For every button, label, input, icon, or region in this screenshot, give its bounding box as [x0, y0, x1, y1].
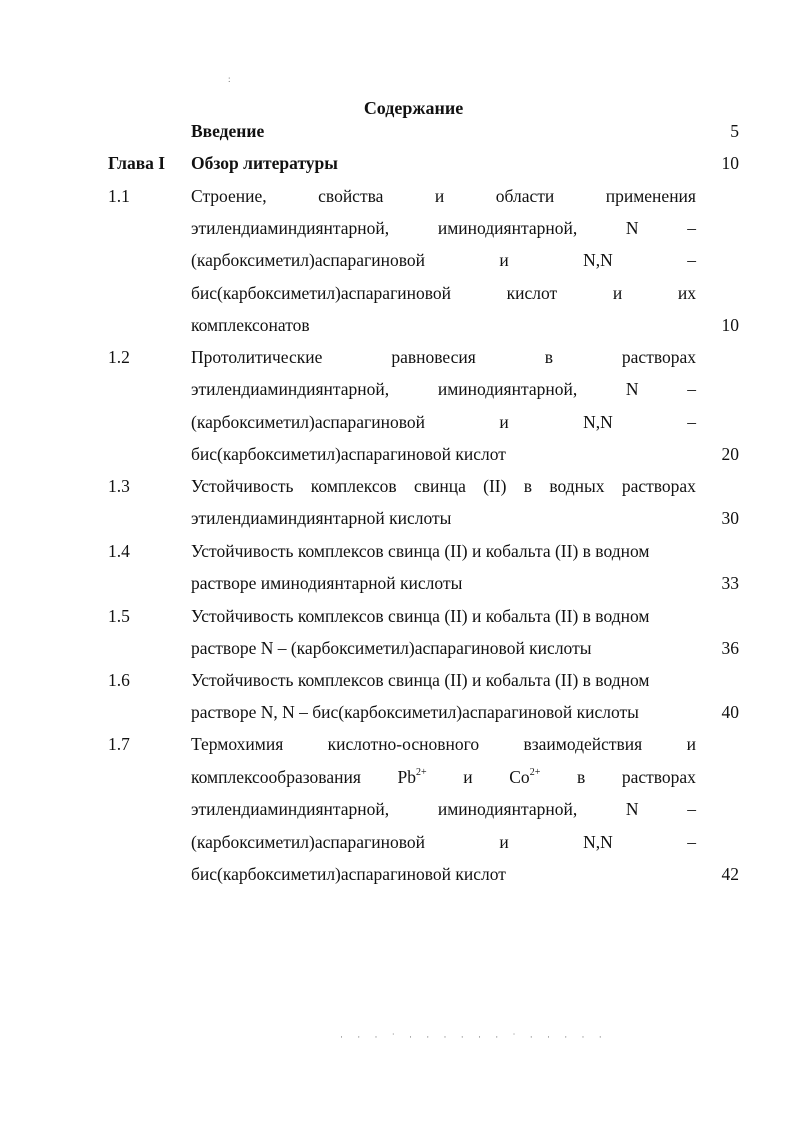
toc-line: растворе N, N – бис(карбоксиметил)аспарагиновой кислоты [191, 702, 639, 722]
toc-line [191, 799, 696, 820]
toc-line: Устойчивость комплексов свинца (II) и кобальта (II) в водном [191, 670, 650, 690]
page-title: Содержание [363, 98, 464, 118]
scan-specks: · · · ˙ · · · · · · ˙ · · · · · [340, 1032, 608, 1042]
toc-line: этилендиаминдиянтарной кислоты [191, 508, 452, 528]
toc-page: 20 [721, 444, 739, 464]
word: растворах [621, 476, 696, 496]
word: (карбоксиметил)аспарагиновой [191, 412, 425, 432]
word: в [576, 767, 586, 787]
word: водных [549, 476, 605, 496]
toc-number: 1.3 [108, 476, 130, 496]
toc-line: комплексонатов [191, 315, 310, 335]
word: – [687, 799, 696, 819]
toc-line [191, 832, 696, 853]
toc-line [191, 347, 696, 368]
toc-line: бис(карбоксиметил)аспарагиновой кислот [191, 864, 506, 884]
word: (карбоксиметил)аспарагиновой [191, 832, 425, 852]
word: растворах [621, 767, 696, 787]
toc-number: 1.5 [108, 606, 130, 626]
word: – [687, 250, 696, 270]
toc-number: 1.2 [108, 347, 130, 367]
word: этилендиаминдиянтарной, [191, 218, 390, 238]
scan-speck: : [228, 74, 231, 84]
toc-page: 36 [721, 638, 739, 658]
word: свинца [413, 476, 466, 496]
word: и [463, 767, 473, 787]
toc-line [191, 283, 696, 304]
word: в [523, 476, 533, 496]
toc-number: Глава I [108, 153, 166, 173]
word: комплексов [310, 476, 397, 496]
word: и [434, 186, 445, 206]
toc-label: Введение [191, 121, 265, 141]
word: – [687, 379, 696, 399]
toc-line [191, 476, 696, 497]
toc-number: 1.4 [108, 541, 130, 561]
toc-number: 1.6 [108, 670, 130, 690]
toc-line: Устойчивость комплексов свинца (II) и кобальта (II) в водном [191, 606, 650, 626]
word: иминодиянтарной, [437, 379, 578, 399]
toc-line [191, 186, 696, 207]
toc-line [191, 218, 696, 239]
word: этилендиаминдиянтарной, [191, 379, 390, 399]
word: иминодиянтарной, [437, 799, 578, 819]
toc-page: 40 [721, 702, 739, 722]
word: их [677, 283, 696, 303]
toc-line [191, 379, 696, 400]
word: этилендиаминдиянтарной, [191, 799, 390, 819]
toc-line [191, 250, 696, 271]
charge: 2+ [529, 767, 541, 778]
toc-line: Устойчивость комплексов свинца (II) и кобальта (II) в водном [191, 541, 650, 561]
toc-page: 33 [721, 573, 739, 593]
word: Термохимия [191, 734, 284, 754]
word: применения [605, 186, 696, 206]
formula-co [509, 767, 540, 788]
word: комплексообразования [191, 767, 361, 787]
word: (II) [483, 476, 507, 496]
word: N [625, 799, 639, 819]
toc-page: 10 [721, 315, 739, 335]
element-symbol: Co [509, 767, 530, 787]
word: иминодиянтарной, [437, 218, 578, 238]
word: N [625, 379, 639, 399]
word: (карбоксиметил)аспарагиновой [191, 250, 425, 270]
toc-line [191, 767, 696, 788]
toc-page: 30 [721, 508, 739, 528]
word: кислотно-основного [327, 734, 480, 754]
word: – [687, 832, 696, 852]
word: N,N [583, 412, 613, 432]
word: – [687, 412, 696, 432]
word: Протолитические [191, 347, 323, 367]
word: свойства [318, 186, 384, 206]
word: взаимодействия [523, 734, 643, 754]
word: N,N [583, 250, 613, 270]
word: N [625, 218, 639, 238]
toc-number: 1.1 [108, 186, 130, 206]
word: кислот [506, 283, 558, 303]
word: и [499, 412, 509, 432]
toc-line [191, 734, 696, 755]
word: Устойчивость [191, 476, 294, 496]
word: и [499, 832, 509, 852]
word: и [499, 250, 509, 270]
toc-number: 1.7 [108, 734, 130, 754]
toc-line: растворе N – (карбоксиметил)аспарагиновой кислоты [191, 638, 592, 658]
word: равновесия [391, 347, 476, 367]
word: и [612, 283, 623, 303]
toc-line: бис(карбоксиметил)аспарагиновой кислот [191, 444, 506, 464]
word: растворах [621, 347, 696, 367]
toc-page: 42 [721, 864, 739, 884]
charge: 2+ [415, 767, 427, 778]
word: в [544, 347, 553, 367]
word: области [495, 186, 555, 206]
element-symbol: Pb [397, 767, 416, 787]
toc-line [191, 412, 696, 433]
word: N,N [583, 832, 613, 852]
word: бис(карбоксиметил)аспарагиновой [191, 283, 451, 303]
toc-page: 10 [721, 153, 739, 173]
toc-label: Обзор литературы [191, 153, 338, 173]
toc-page: 5 [730, 121, 739, 141]
formula-pb [398, 767, 427, 788]
word: Строение, [191, 186, 267, 206]
word: – [687, 218, 696, 238]
toc-line: растворе иминодиянтарной кислоты [191, 573, 463, 593]
word: и [686, 734, 696, 754]
